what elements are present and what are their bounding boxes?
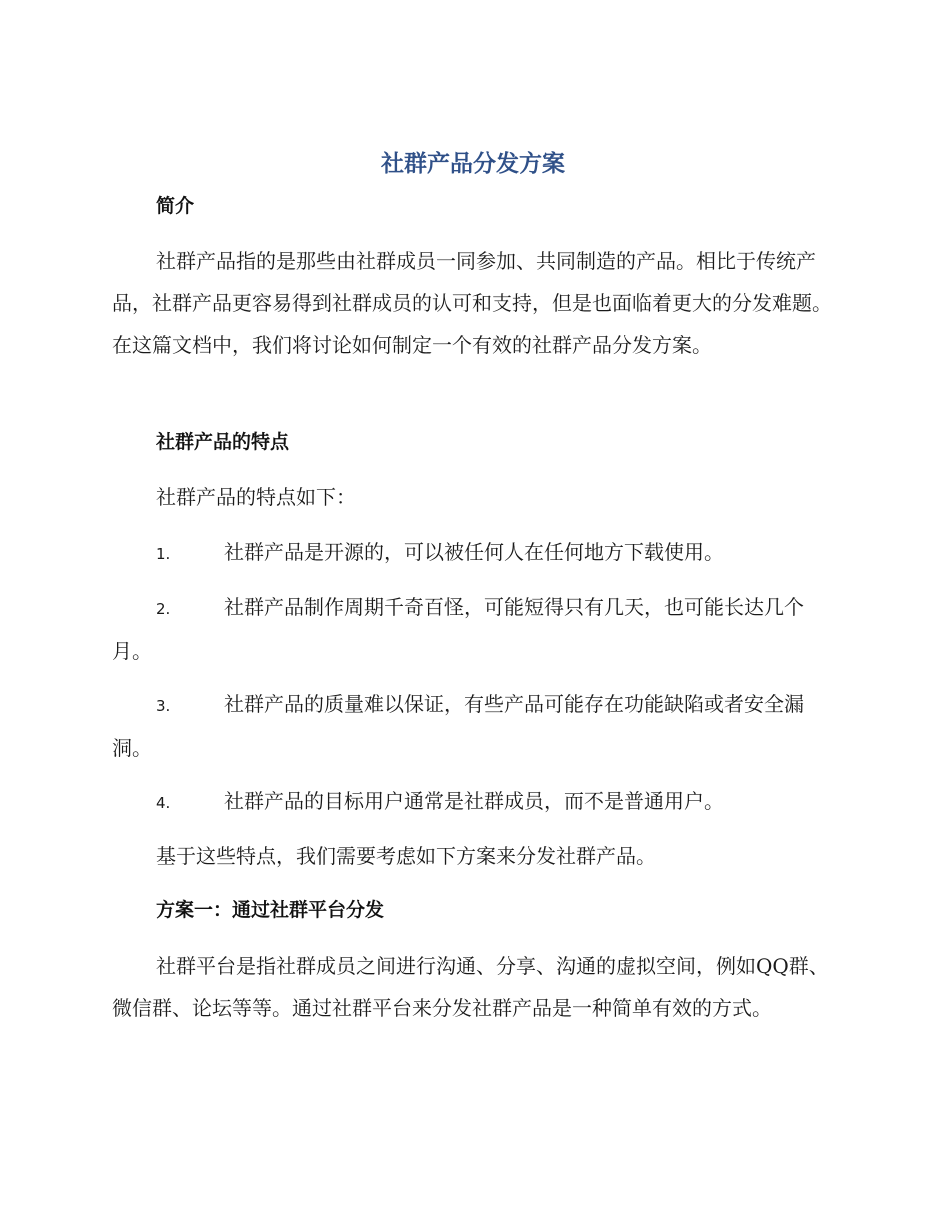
- list-item-number: 2.: [156, 600, 171, 618]
- list-item-number: 1.: [156, 545, 171, 563]
- list-item-text: 社群产品制作周期千奇百怪，可能短得只有几天，也可能长达几个月。: [112, 595, 804, 663]
- intro-heading: 简介: [156, 195, 195, 217]
- list-item: [112, 586, 834, 672]
- list-item-text: 社群产品的目标用户通常是社群成员，而不是普通用户。: [224, 789, 724, 813]
- list-item-text: 社群产品的质量难以保证，有些产品可能存在功能缺陷或者安全漏洞。: [112, 692, 804, 760]
- list-item-number: 3.: [156, 697, 171, 715]
- plan1-paragraph: 社群平台是指社群成员之间进行沟通、分享、沟通的虚拟空间，例如QQ群、微信群、论坛等等。通过社群平台来分发社群产品是一种简单有效的方式。: [112, 954, 829, 1020]
- list-item-number: 4.: [156, 794, 171, 812]
- document-title: 社群产品分发方案: [381, 151, 565, 177]
- intro-paragraph: 社群产品指的是那些由社群成员一同参加、共同制造的产品。相比于传统产品，社群产品更容易得到社群成员的认可和支持，但是也面临着更大的分发难题。在这篇文档中，我们将讨论如何制定一个有效的社群产品分发方案。: [112, 249, 832, 357]
- list-item: [112, 780, 834, 824]
- list-item: [112, 531, 834, 575]
- features-heading: 社群产品的特点: [156, 431, 290, 453]
- list-item: [112, 683, 834, 769]
- plan1-heading: 方案一：通过社群平台分发: [156, 899, 385, 921]
- list-item-text: 社群产品是开源的，可以被任何人在任何地方下载使用。: [224, 540, 724, 564]
- features-conclusion: 基于这些特点，我们需要考虑如下方案来分发社群产品。: [156, 844, 656, 868]
- features-intro: 社群产品的特点如下：: [156, 485, 356, 509]
